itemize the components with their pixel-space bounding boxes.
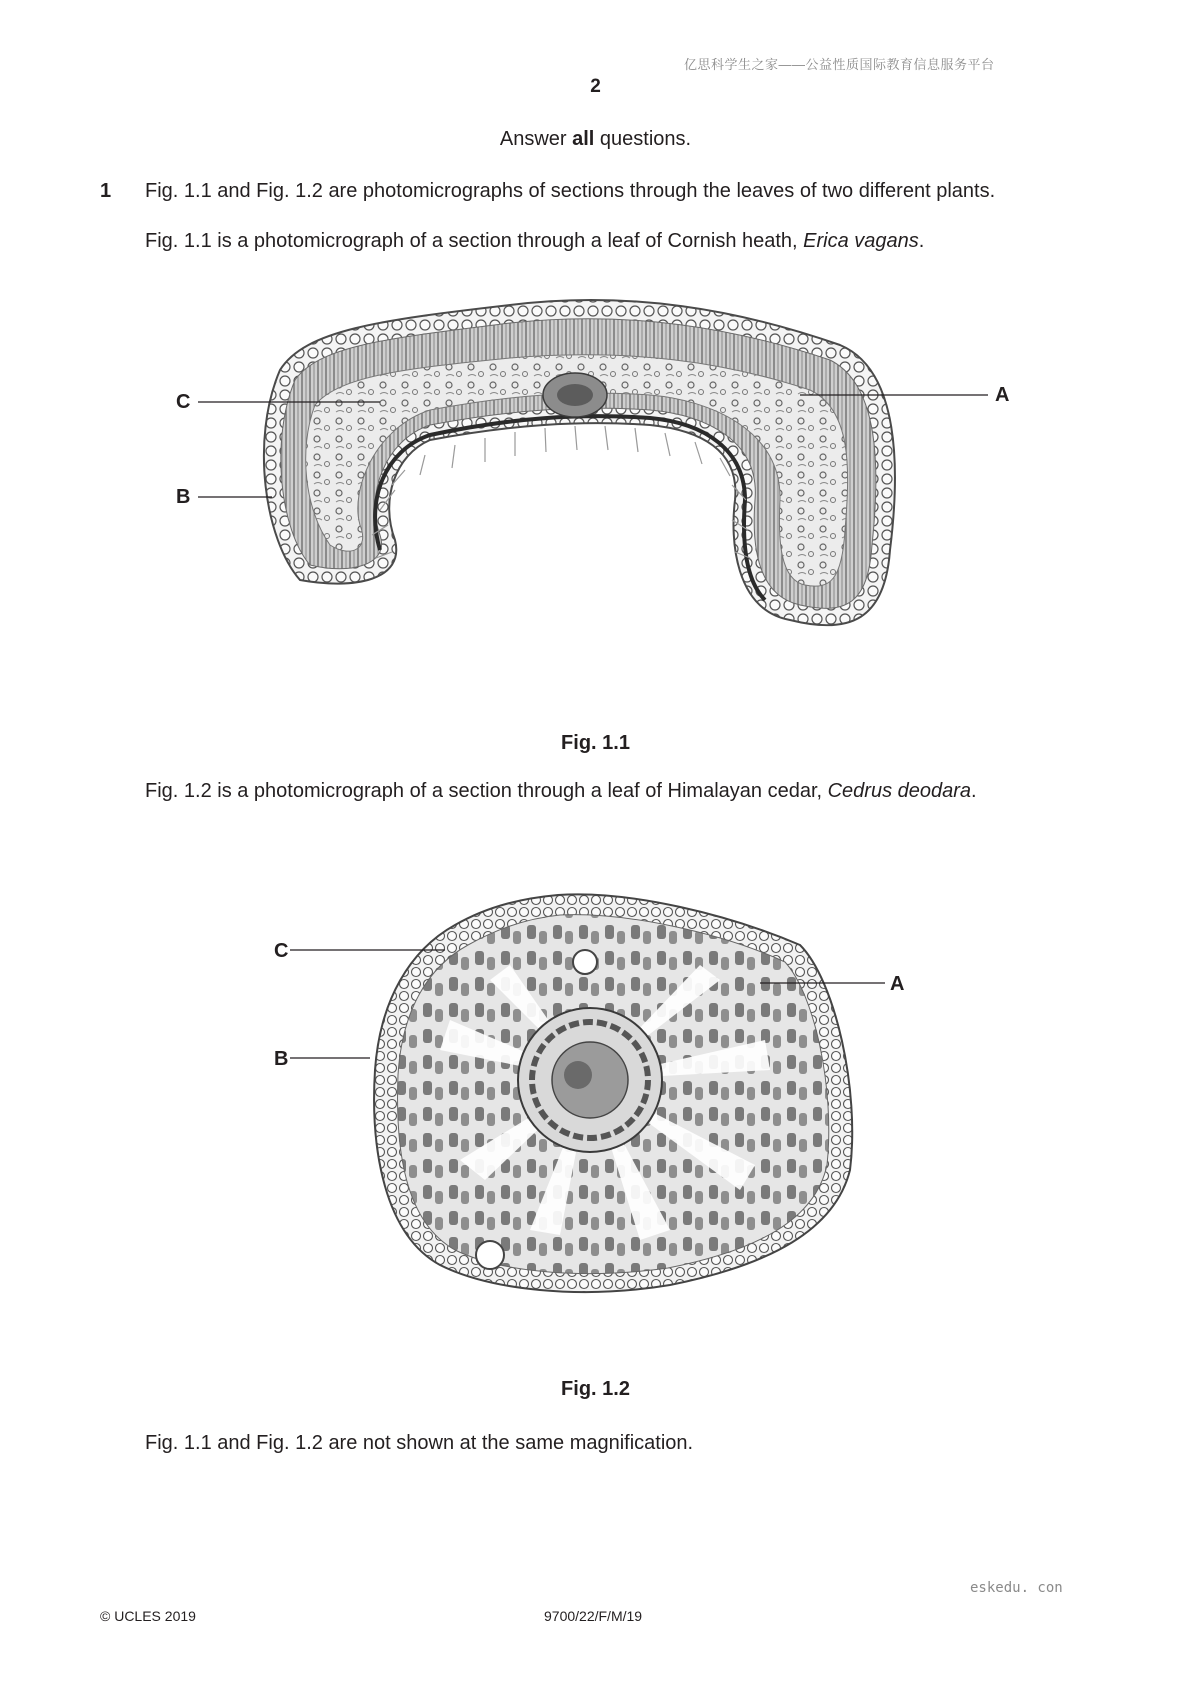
instruction-bold: all xyxy=(572,128,595,150)
fig1-label-c: C xyxy=(176,391,191,413)
instruction-suffix: questions. xyxy=(594,128,692,150)
fig2-leaf-section xyxy=(374,894,852,1292)
fig2-label-c: C xyxy=(274,940,289,962)
fig1-desc-end: . xyxy=(918,230,925,252)
fig2-desc-text: Fig. 1.2 is a photomicrograph of a section through a leaf of Himalayan cedar, xyxy=(145,780,828,802)
instruction-prefix: Answer xyxy=(499,128,573,150)
fig2-desc-end: . xyxy=(971,780,977,802)
fig2-label-a: A xyxy=(890,973,905,995)
question-number: 1 xyxy=(100,180,112,202)
fig2-label-b: B xyxy=(274,1048,289,1070)
fig1-label-b: B xyxy=(176,486,191,508)
fig2-species: Cedrus deodara xyxy=(827,780,972,802)
fig2-description xyxy=(145,780,977,803)
magnification-note: Fig. 1.1 and Fig. 1.2 are not shown at the same magnification. xyxy=(145,1432,694,1454)
instruction xyxy=(0,128,1191,151)
fig1-leaf-section xyxy=(264,300,895,625)
fig1-photomicrograph xyxy=(176,290,1030,690)
footer-code: 9700/22/F/M/19 xyxy=(544,1608,643,1624)
fig2-resin-duct-top xyxy=(573,950,597,974)
fig2-caption: Fig. 1.2 xyxy=(561,1378,630,1400)
fig2-photomicrograph xyxy=(274,870,910,1310)
question-intro: Fig. 1.1 and Fig. 1.2 are photomicrographs of sections through the leaves of two different plants. xyxy=(145,180,996,202)
fig2-resin-duct-bottom xyxy=(476,1241,504,1269)
fig1-caption: Fig. 1.1 xyxy=(561,732,630,754)
fig1-species: Erica vagans xyxy=(803,230,919,252)
page-number: 2 xyxy=(590,76,601,97)
fig1-leaf-hairs xyxy=(372,426,750,558)
footer-copyright: © UCLES 2019 xyxy=(100,1608,196,1624)
fig1-label-a: A xyxy=(995,384,1010,406)
fig1-description xyxy=(145,230,924,253)
fig1-desc-text: Fig. 1.1 is a photomicrograph of a section through a leaf of Cornish heath, xyxy=(145,230,804,252)
footer-watermark: eskedu. con xyxy=(970,1580,1063,1596)
header-watermark: 亿思科学生之家——公益性质国际教育信息服务平台 xyxy=(684,57,995,72)
